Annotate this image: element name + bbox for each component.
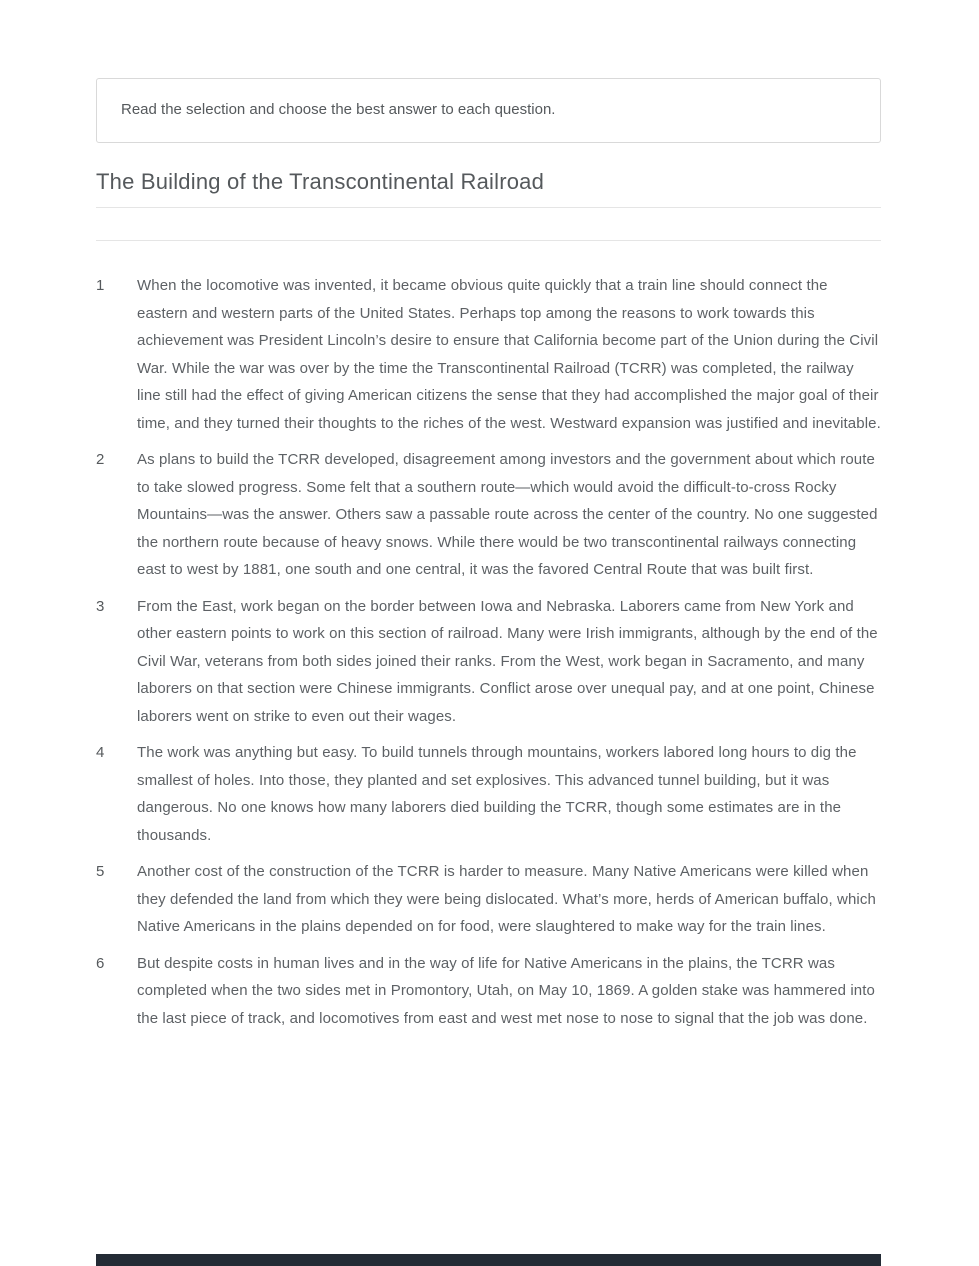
passage-title: The Building of the Transcontinental Railroad bbox=[96, 169, 545, 194]
section-divider bbox=[96, 240, 881, 241]
paragraph-text: But despite costs in human lives and in the way of life for Native Americans in the plains, the TCRR was completed when the two sides met in Promontory, Utah, on May 10, 1869. A golden stake was hammered into the last piece of track, and locomotives from east and west met nose to nose to signal that the job was done. bbox=[137, 954, 875, 1027]
paragraph-text: As plans to build the TCRR developed, disagreement among investors and the government about which route to take slowed progress. Some felt that a southern route—which would avoid the difficult-to-cross Rocky Mountains—was the answer. Others saw a passable route across the center of the country. No one suggested the northern route because of heavy snows. While there would be two transcontinental railways connecting east to west by 1881, one south and one central, it was the favored Central Route that was built first. bbox=[137, 451, 878, 578]
paragraph-number: 5 bbox=[96, 863, 105, 880]
paragraph-number: 4 bbox=[96, 744, 105, 761]
title-divider bbox=[96, 207, 881, 208]
paragraph-text: When the locomotive was invented, it became obvious quite quickly that a train line should connect the eastern and western parts of the United States. Perhaps top among the reasons to work towards this achievement was President Lincoln’s desire to ensure that California become part of the Union during the Civil War. While the war was over by the time the Transcontinental Railroad (TCRR) was completed, the railway line still had the effect of giving American citizens the sense that they had accomplished the major goal of their time, and they turned their thoughts to the riches of the west. Westward expansion was justified and inevitable. bbox=[137, 277, 881, 432]
instruction-text: Read the selection and choose the best answer to each question. bbox=[121, 101, 556, 118]
paragraph-number: 6 bbox=[96, 954, 105, 972]
paragraph-number: 3 bbox=[96, 597, 105, 615]
passage-paragraph-1 bbox=[96, 272, 881, 437]
footer-bar bbox=[96, 1254, 881, 1266]
paragraph-number: 2 bbox=[96, 451, 105, 468]
paragraph-text: Another cost of the construction of the TCRR is harder to measure. Many Native Americans were killed when they defended the land from which they were being dislocated. What’s more, herds of American buffalo, which Native Americans in the plains depended on for food, were slaughtered to make way for the train lines. bbox=[137, 863, 876, 935]
paragraph-text: The work was anything but easy. To build tunnels through mountains, workers labored long hours to dig the smallest of holes. Into those, they planted and set explosives. This advanced tunnel building, but it was dangerous. No one knows how many laborers died building the TCRR, though some estimates are in the thousands. bbox=[137, 744, 857, 844]
paragraph-text: From the East, work began on the border between Iowa and Nebraska. Laborers came from New York and other eastern points to work on this section of railroad. Many were Irish immigrants, although by the end of the Civil War, veterans from both sides joined their ranks. From the West, work began in Sacramento, and many laborers on that section were Chinese immigrants. Conflict arose over unequal pay, and at one point, Chinese laborers went on strike to even out their wages. bbox=[137, 597, 878, 725]
passage-paragraph-6 bbox=[96, 950, 881, 1033]
passage-paragraph-4 bbox=[96, 739, 881, 849]
paragraph-number: 1 bbox=[96, 277, 105, 294]
passage-paragraph-3 bbox=[96, 593, 881, 731]
passage-paragraph-2 bbox=[96, 446, 881, 584]
passage-paragraph-5 bbox=[96, 858, 881, 941]
instruction-box bbox=[96, 78, 881, 143]
passage-body bbox=[96, 272, 881, 1032]
